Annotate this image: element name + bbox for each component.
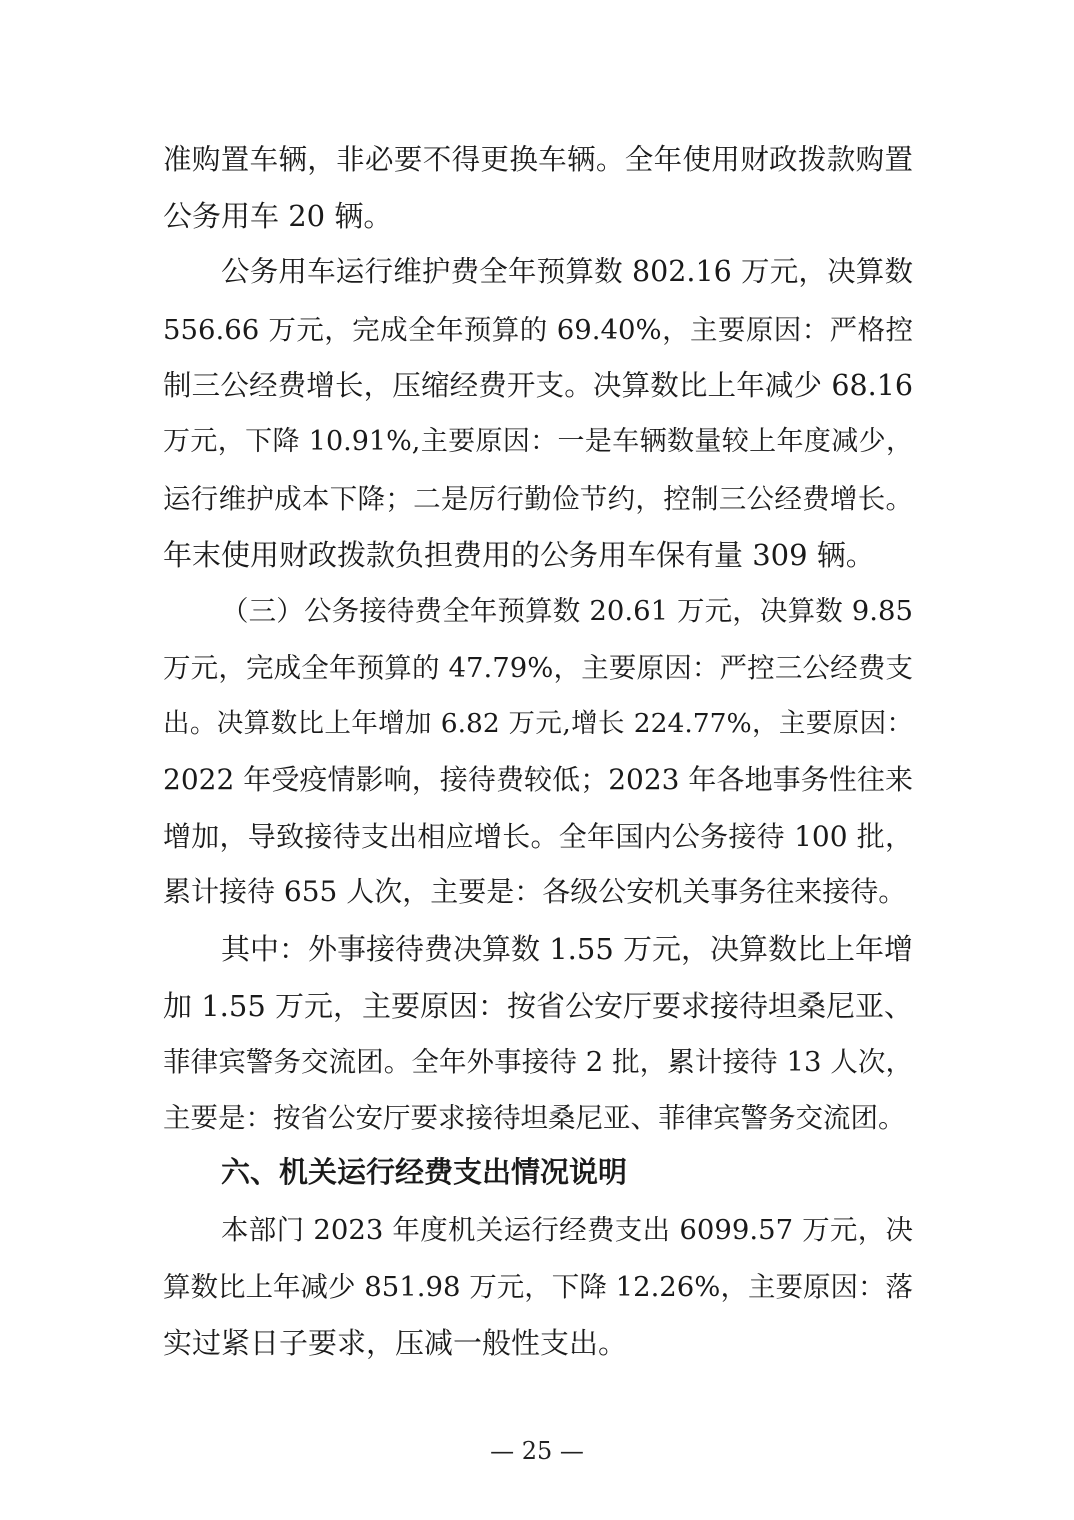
paragraph-line: 加 1.55 万元，主要原因：按省公安厅要求接待坦桑尼亚、	[163, 989, 913, 1023]
paragraph-line: 制三公经费增长，压缩经费开支。决算数比上年减少 68.16	[163, 369, 913, 402]
paragraph-line: 出。决算数比上年增加 6.82 万元,增长 224.77%，主要原因：	[163, 708, 913, 739]
paragraph-line: 公务用车运行维护费全年预算数 802.16 万元，决算数	[221, 255, 913, 288]
section-heading: 六、机关运行经费支出情况说明	[221, 1155, 628, 1189]
paragraph-line: 菲律宾警务交流团。全年外事接待 2 批，累计接待 13 人次，	[163, 1046, 913, 1078]
paragraph-line: 2022 年受疫情影响，接待费较低；2023 年各地事务性往来	[163, 763, 913, 796]
paragraph-line: 累计接待 655 人次，主要是：各级公安机关事务往来接待。	[163, 875, 907, 908]
paragraph-line: 主要是：按省公安厅要求接待坦桑尼亚、菲律宾警务交流团。	[163, 1102, 906, 1134]
paragraph-line: 公务用车 20 辆。	[163, 199, 393, 233]
paragraph-line: 增加，导致接待支出相应增长。全年国内公务接待 100 批，	[163, 820, 913, 853]
paragraph-line: 年末使用财政拨款负担费用的公务用车保有量 309 辆。	[163, 538, 875, 572]
paragraph-line: 万元，完成全年预算的 47.79%，主要原因：严控三公经费支	[163, 652, 913, 684]
paragraph-line: 准购置车辆，非必要不得更换车辆。全年使用财政拨款购置	[163, 143, 913, 176]
paragraph-line: 万元，下降 10.91%,主要原因：一是车辆数量较上年度减少，	[163, 426, 913, 457]
paragraph-line: 本部门 2023 年度机关运行经费支出 6099.57 万元，决	[221, 1214, 913, 1246]
paragraph-line: 算数比上年减少 851.98 万元，下降 12.26%，主要原因：落	[163, 1271, 913, 1303]
paragraph-line: 运行维护成本下降；二是厉行勤俭节约，控制三公经费增长。	[163, 483, 913, 515]
paragraph-line: （三）公务接待费全年预算数 20.61 万元，决算数 9.85	[221, 595, 913, 627]
paragraph-line: 实过紧日子要求，压减一般性支出。	[163, 1326, 628, 1360]
paragraph-line: 556.66 万元，完成全年预算的 69.40%，主要原因：严格控	[163, 314, 913, 346]
paragraph-line: 其中：外事接待费决算数 1.55 万元，决算数比上年增	[221, 932, 913, 966]
page-number: — 25 —	[490, 1437, 584, 1465]
